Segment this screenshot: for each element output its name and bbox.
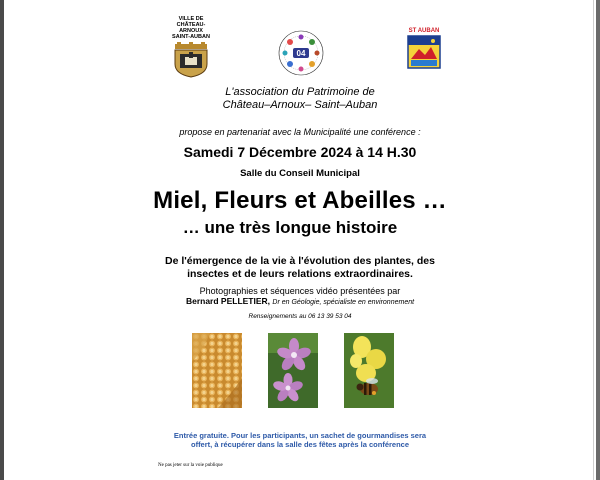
saint-auban-tag: ST AUBAN [408,28,440,34]
svg-text:04: 04 [296,49,306,58]
presenter-role: Dr en Géologie, spécialiste en environnement [272,299,415,306]
city-logo-caption: VILLE DE CHÂTEAU-ARNOUX SAINT-AUBAN [172,16,210,40]
honeycomb-image [192,333,242,408]
conference-subtitle: … une très longue histoire [182,218,398,237]
bee-on-flower-image [344,333,394,408]
association-logo [276,28,326,78]
mallow-flowers-photo [268,333,318,408]
city-logo [166,16,216,83]
window-border-inner [593,0,594,480]
presenter-name: Bernard PELLETIER, [185,296,271,306]
saint-auban-logo [407,28,441,74]
intro-text: propose en partenariat avec la Municipalité une conférence : [179,127,421,137]
window-border-left [0,0,4,480]
window-border-right [596,0,600,480]
saint-auban-badge-icon [407,35,441,69]
presenter-credit [0,296,600,306]
bee-flower-photo [344,333,394,408]
footer-notice: Ne pas jeter sur la voie publique [158,463,223,468]
honeycomb-photo [192,333,242,408]
conference-title: Miel, Fleurs et Abeilles … [153,187,447,214]
conference-description: De l'émergence de la vie à l'évolution des plantes, des insectes et de leurs relations extraordinaires. [165,255,435,280]
mallow-flowers-image [268,333,318,408]
event-venue: Salle du Conseil Municipal [240,168,360,179]
free-entry-notice: Entrée gratuite. Pour les participants, un sachet de gourmandises sera offert, à récupérer dans la salle des fêtes après la conférence [173,431,427,449]
event-date: Samedi 7 Décembre 2024 à 14 H.30 [183,144,417,160]
presenter-intro: Photographies et séquences vidéo présentées par [199,286,401,296]
coat-of-arms-icon [171,42,211,78]
association-name: L'association du Patrimoine de Château–Arnoux– Saint–Auban [222,86,378,111]
info-phone: Renseignements au 06 13 39 53 04 [248,313,352,320]
patrimoine-association-icon [276,28,326,78]
